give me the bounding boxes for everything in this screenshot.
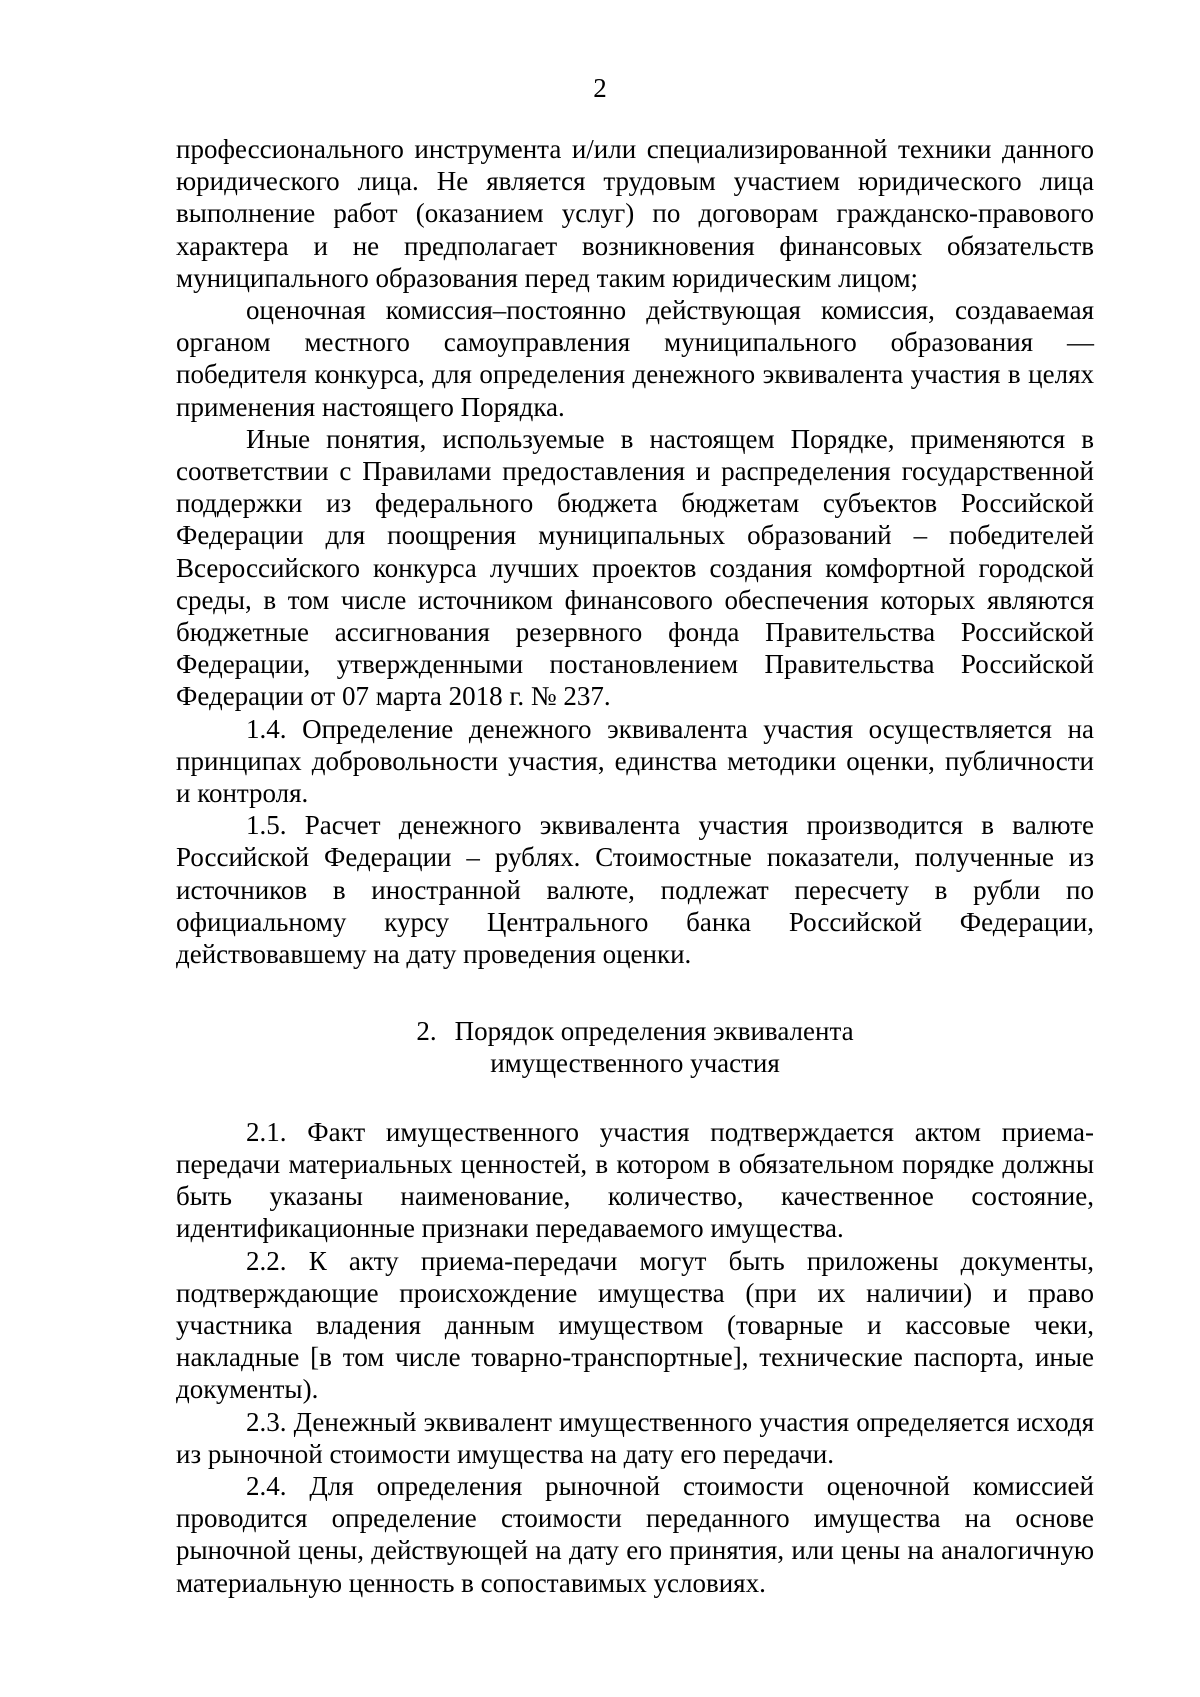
document-body: [176, 133, 1094, 1599]
section-heading: [176, 1015, 1094, 1079]
section-number: 2.: [416, 1016, 437, 1047]
paragraph-continuation: профессионального инструмента и/или специализированной техники данного юридического лица. Не является трудовым участием юридического лица выполнение работ (оказанием услуг) по договорам гражданско-правового характера и не предполагает возникновения финансовых обязательств муниципального образования перед таким юридическим лицом;: [176, 134, 1094, 293]
section-heading-line-1: [176, 1015, 1094, 1047]
section-title-part-2: имущественного участия: [490, 1048, 780, 1079]
paragraph-1-4: 1.4. Определение денежного эквивалента участия осуществляется на принципах добровольности участия, единства методики оценки, публичности и контроля.: [176, 713, 1094, 809]
paragraph-2-3: 2.3. Денежный эквивалент имущественного участия определяется исходя из рыночной стоимости имущества на дату его передачи.: [176, 1406, 1094, 1469]
paragraph-2-2: 2.2. К акту приема-передачи могут быть приложены документы, подтверждающие происхождение имущества (при их наличии) и право участника владения данным имуществом (товарные и кассовые чеки, накладные [в том числе товарно-транспортные], технические паспорта, иные документы).: [176, 1245, 1094, 1405]
paragraph-definition-commission: оценочная комиссия–постоянно действующая комиссия, создаваемая органом местного самоуправления муниципального образования — победителя конкурса, для определения денежного эквивалента участия в целях применения настоящего Порядка.: [176, 295, 1094, 422]
paragraph-2-1: 2.1. Факт имущественного участия подтверждается актом приема-передачи материальных ценностей, в котором в обязательном порядке должны быть указаны наименование, количество, качественное состояние, идентификационные признаки передаваемого имущества.: [176, 1116, 1094, 1244]
paragraph-2-4: 2.4. Для определения рыночной стоимости оценочной комиссией проводится определение стоимости переданного имущества на основе рыночной цены, действующей на дату его принятия, или цены на аналогичную материальную ценность в сопоставимых условиях.: [176, 1470, 1094, 1598]
paragraph-other-terms: Иные понятия, используемые в настоящем Порядке, применяются в соответствии с Правилами предоставления и распределения государственной поддержки из федерального бюджета бюджетам субъектов Российской Федерации для поощрения муниципальных образований – победителей Всероссийского конкурса лучших проектов создания комфортной городской среды, в том числе источником финансового обеспечения которых являются бюджетные ассигнования резервного фонда Правительства Российской Федерации, утвержденными постановлением Правительства Российской Федерации от 07 марта 2018 г. № 237.: [176, 423, 1094, 712]
section-title-part-1: Порядок определения эквивалента: [454, 1016, 854, 1047]
page-number: 2: [593, 73, 607, 103]
paragraph-1-5: 1.5. Расчет денежного эквивалента участия производится в валюте Российской Федерации – рублях. Стоимостные показатели, полученные из источников в иностранной валюте, подлежат пересчету в рубли по официальному курсу Центрального банка Российской Федерации, действовавшему на дату проведения оценки.: [176, 810, 1094, 970]
